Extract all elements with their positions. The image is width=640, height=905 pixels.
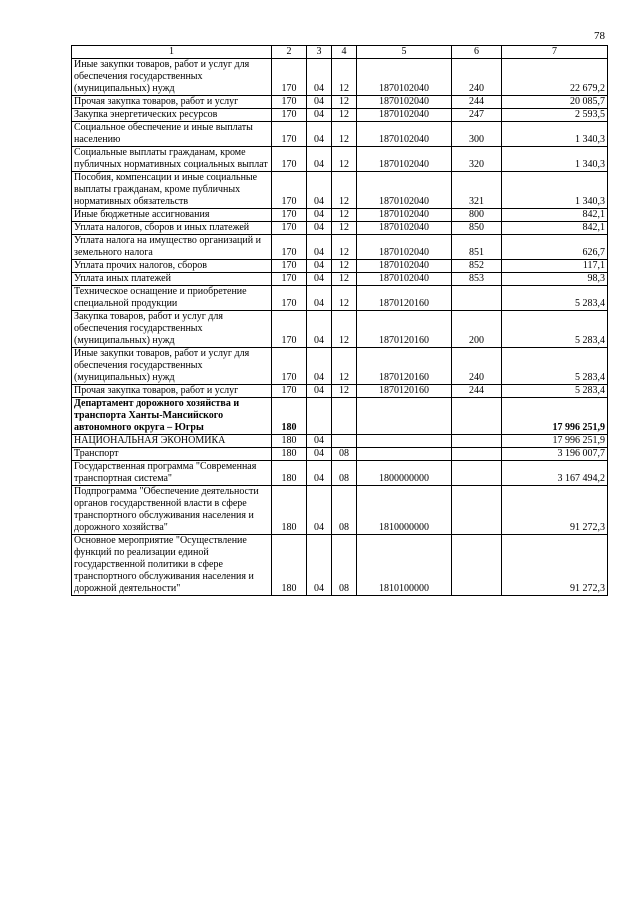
row-amount-cell: 5 283,4 xyxy=(502,385,608,398)
table-row xyxy=(72,122,608,147)
row-section-cell: 04 xyxy=(307,286,332,311)
row-amount-cell: 1 340,3 xyxy=(502,122,608,147)
row-section-cell: 04 xyxy=(307,235,332,260)
row-section-cell: 04 xyxy=(307,535,332,596)
row-name-cell: Иные закупки товаров, работ и услуг для обеспечения государственных (муниципальных) нужд xyxy=(72,348,272,385)
row-expense-type-cell xyxy=(452,448,502,461)
row-name-cell: Уплата налога на имущество организаций и земельного налога xyxy=(72,235,272,260)
row-subsection-cell: 12 xyxy=(332,286,357,311)
row-subsection-cell: 08 xyxy=(332,461,357,486)
row-target-article-cell xyxy=(357,398,452,435)
table-row xyxy=(72,486,608,535)
row-section-cell: 04 xyxy=(307,273,332,286)
row-amount-cell: 1 340,3 xyxy=(502,172,608,209)
row-expense-type-cell xyxy=(452,398,502,435)
row-subsection-cell: 12 xyxy=(332,109,357,122)
table-row xyxy=(72,448,608,461)
col-header-2: 2 xyxy=(272,46,307,59)
row-section-cell: 04 xyxy=(307,348,332,385)
row-expense-type-cell: 244 xyxy=(452,96,502,109)
row-subsection-cell: 12 xyxy=(332,273,357,286)
row-section-cell xyxy=(307,398,332,435)
row-amount-cell: 91 272,3 xyxy=(502,486,608,535)
row-target-article-cell: 1870102040 xyxy=(357,172,452,209)
row-subsection-cell: 12 xyxy=(332,209,357,222)
row-amount-cell: 2 593,5 xyxy=(502,109,608,122)
row-admin-code-cell: 170 xyxy=(272,59,307,96)
budget-table xyxy=(71,45,608,596)
row-amount-cell: 1 340,3 xyxy=(502,147,608,172)
row-amount-cell: 17 996 251,9 xyxy=(502,398,608,435)
row-expense-type-cell: 853 xyxy=(452,273,502,286)
table-row xyxy=(72,385,608,398)
row-section-cell: 04 xyxy=(307,448,332,461)
table-row xyxy=(72,172,608,209)
row-name-cell: Техническое оснащение и приобретение специальной продукции xyxy=(72,286,272,311)
row-subsection-cell: 08 xyxy=(332,486,357,535)
row-admin-code-cell: 180 xyxy=(272,435,307,448)
table-row xyxy=(72,398,608,435)
table-row xyxy=(72,209,608,222)
row-subsection-cell: 12 xyxy=(332,59,357,96)
row-expense-type-cell xyxy=(452,461,502,486)
row-section-cell: 04 xyxy=(307,147,332,172)
row-section-cell: 04 xyxy=(307,461,332,486)
row-name-cell: Прочая закупка товаров, работ и услуг xyxy=(72,385,272,398)
row-amount-cell: 5 283,4 xyxy=(502,348,608,385)
row-name-cell: Иные бюджетные ассигнования xyxy=(72,209,272,222)
row-admin-code-cell: 170 xyxy=(272,147,307,172)
col-header-6: 6 xyxy=(452,46,502,59)
table-row xyxy=(72,273,608,286)
row-expense-type-cell: 200 xyxy=(452,311,502,348)
row-section-cell: 04 xyxy=(307,260,332,273)
row-amount-cell: 117,1 xyxy=(502,260,608,273)
row-target-article-cell: 1800000000 xyxy=(357,461,452,486)
row-admin-code-cell: 180 xyxy=(272,461,307,486)
row-expense-type-cell: 300 xyxy=(452,122,502,147)
col-header-4: 4 xyxy=(332,46,357,59)
row-admin-code-cell: 170 xyxy=(272,96,307,109)
row-admin-code-cell: 170 xyxy=(272,273,307,286)
table-row xyxy=(72,260,608,273)
row-subsection-cell: 12 xyxy=(332,235,357,260)
row-section-cell: 04 xyxy=(307,385,332,398)
table-row xyxy=(72,286,608,311)
row-subsection-cell: 12 xyxy=(332,147,357,172)
row-amount-cell: 5 283,4 xyxy=(502,311,608,348)
row-target-article-cell: 1870102040 xyxy=(357,122,452,147)
row-target-article-cell: 1870102040 xyxy=(357,96,452,109)
row-subsection-cell xyxy=(332,398,357,435)
table-row xyxy=(72,348,608,385)
row-subsection-cell xyxy=(332,435,357,448)
row-target-article-cell: 1870120160 xyxy=(357,385,452,398)
row-target-article-cell: 1870120160 xyxy=(357,311,452,348)
row-name-cell: Пособия, компенсации и иные социальные выплаты гражданам, кроме публичных нормативных обязательств xyxy=(72,172,272,209)
row-admin-code-cell: 170 xyxy=(272,311,307,348)
row-name-cell: Социальные выплаты гражданам, кроме публичных нормативных социальных выплат xyxy=(72,147,272,172)
row-expense-type-cell: 240 xyxy=(452,59,502,96)
row-admin-code-cell: 170 xyxy=(272,235,307,260)
row-expense-type-cell: 247 xyxy=(452,109,502,122)
row-admin-code-cell: 170 xyxy=(272,260,307,273)
row-admin-code-cell: 170 xyxy=(272,172,307,209)
row-expense-type-cell: 851 xyxy=(452,235,502,260)
row-target-article-cell: 1870102040 xyxy=(357,222,452,235)
table-row xyxy=(72,435,608,448)
row-admin-code-cell: 180 xyxy=(272,486,307,535)
row-name-cell: Департамент дорожного хозяйства и транспорта Ханты-Мансийского автономного округа – Югры xyxy=(72,398,272,435)
col-header-7: 7 xyxy=(502,46,608,59)
row-subsection-cell: 12 xyxy=(332,260,357,273)
row-subsection-cell: 12 xyxy=(332,348,357,385)
table-row xyxy=(72,109,608,122)
row-admin-code-cell: 170 xyxy=(272,209,307,222)
row-amount-cell: 842,1 xyxy=(502,209,608,222)
row-amount-cell: 3 167 494,2 xyxy=(502,461,608,486)
row-subsection-cell: 12 xyxy=(332,96,357,109)
row-amount-cell: 20 085,7 xyxy=(502,96,608,109)
row-section-cell: 04 xyxy=(307,96,332,109)
row-expense-type-cell: 800 xyxy=(452,209,502,222)
row-target-article-cell: 1870102040 xyxy=(357,109,452,122)
row-name-cell: Уплата иных платежей xyxy=(72,273,272,286)
row-section-cell: 04 xyxy=(307,59,332,96)
row-section-cell: 04 xyxy=(307,122,332,147)
row-expense-type-cell: 244 xyxy=(452,385,502,398)
row-name-cell: Закупка товаров, работ и услуг для обеспечения государственных (муниципальных) нужд xyxy=(72,311,272,348)
table-row xyxy=(72,311,608,348)
row-admin-code-cell: 170 xyxy=(272,385,307,398)
row-target-article-cell: 1870120160 xyxy=(357,348,452,385)
row-section-cell: 04 xyxy=(307,109,332,122)
row-admin-code-cell: 180 xyxy=(272,398,307,435)
row-name-cell: Прочая закупка товаров, работ и услуг xyxy=(72,96,272,109)
row-name-cell: Уплата прочих налогов, сборов xyxy=(72,260,272,273)
row-section-cell: 04 xyxy=(307,435,332,448)
row-subsection-cell: 12 xyxy=(332,172,357,209)
table-row xyxy=(72,235,608,260)
row-target-article-cell: 1870102040 xyxy=(357,273,452,286)
row-name-cell: Закупка энергетических ресурсов xyxy=(72,109,272,122)
row-subsection-cell: 12 xyxy=(332,222,357,235)
row-expense-type-cell: 240 xyxy=(452,348,502,385)
row-admin-code-cell: 170 xyxy=(272,109,307,122)
row-admin-code-cell: 180 xyxy=(272,448,307,461)
row-expense-type-cell: 850 xyxy=(452,222,502,235)
row-expense-type-cell xyxy=(452,435,502,448)
row-section-cell: 04 xyxy=(307,311,332,348)
row-target-article-cell: 1810100000 xyxy=(357,535,452,596)
table-row xyxy=(72,147,608,172)
row-name-cell: Транспорт xyxy=(72,448,272,461)
row-admin-code-cell: 180 xyxy=(272,535,307,596)
row-admin-code-cell: 170 xyxy=(272,122,307,147)
row-section-cell: 04 xyxy=(307,486,332,535)
row-subsection-cell: 08 xyxy=(332,535,357,596)
row-amount-cell: 22 679,2 xyxy=(502,59,608,96)
row-amount-cell: 98,3 xyxy=(502,273,608,286)
row-name-cell: Иные закупки товаров, работ и услуг для обеспечения государственных (муниципальных) нужд xyxy=(72,59,272,96)
row-amount-cell: 626,7 xyxy=(502,235,608,260)
row-admin-code-cell: 170 xyxy=(272,348,307,385)
table-row xyxy=(72,535,608,596)
row-name-cell: Основное мероприятие "Осуществление функций по реализации единой государственной политики в сфере транспортного обслуживания населения и дорожной деятельности" xyxy=(72,535,272,596)
row-name-cell: Государственная программа "Современная транспортная система" xyxy=(72,461,272,486)
row-amount-cell: 5 283,4 xyxy=(502,286,608,311)
row-name-cell: Уплата налогов, сборов и иных платежей xyxy=(72,222,272,235)
row-section-cell: 04 xyxy=(307,209,332,222)
row-target-article-cell: 1870102040 xyxy=(357,147,452,172)
row-subsection-cell: 12 xyxy=(332,122,357,147)
row-expense-type-cell: 321 xyxy=(452,172,502,209)
row-target-article-cell: 1810000000 xyxy=(357,486,452,535)
row-expense-type-cell: 320 xyxy=(452,147,502,172)
row-target-article-cell: 1870102040 xyxy=(357,209,452,222)
row-target-article-cell xyxy=(357,435,452,448)
row-target-article-cell: 1870102040 xyxy=(357,260,452,273)
row-amount-cell: 91 272,3 xyxy=(502,535,608,596)
row-name-cell: НАЦИОНАЛЬНАЯ ЭКОНОМИКА xyxy=(72,435,272,448)
row-expense-type-cell xyxy=(452,486,502,535)
table-row xyxy=(72,222,608,235)
table-row xyxy=(72,59,608,96)
row-amount-cell: 3 196 007,7 xyxy=(502,448,608,461)
table-row xyxy=(72,96,608,109)
row-target-article-cell: 1870102040 xyxy=(357,59,452,96)
col-header-1: 1 xyxy=(72,46,272,59)
col-header-3: 3 xyxy=(307,46,332,59)
row-section-cell: 04 xyxy=(307,222,332,235)
row-name-cell: Социальное обеспечение и иные выплаты населению xyxy=(72,122,272,147)
row-admin-code-cell: 170 xyxy=(272,222,307,235)
row-target-article-cell xyxy=(357,448,452,461)
row-expense-type-cell xyxy=(452,286,502,311)
col-header-5: 5 xyxy=(357,46,452,59)
row-admin-code-cell: 170 xyxy=(272,286,307,311)
row-target-article-cell: 1870120160 xyxy=(357,286,452,311)
table-row xyxy=(72,461,608,486)
row-name-cell: Подпрограмма "Обеспечение деятельности органов государственной власти в сфере транспортного обслуживания населения и дорожного хозяйства" xyxy=(72,486,272,535)
row-subsection-cell: 12 xyxy=(332,311,357,348)
row-expense-type-cell: 852 xyxy=(452,260,502,273)
row-amount-cell: 17 996 251,9 xyxy=(502,435,608,448)
table-header-row xyxy=(72,46,608,59)
page-number: 78 xyxy=(594,30,605,42)
row-target-article-cell: 1870102040 xyxy=(357,235,452,260)
row-section-cell: 04 xyxy=(307,172,332,209)
row-subsection-cell: 12 xyxy=(332,385,357,398)
row-expense-type-cell xyxy=(452,535,502,596)
row-amount-cell: 842,1 xyxy=(502,222,608,235)
row-subsection-cell: 08 xyxy=(332,448,357,461)
